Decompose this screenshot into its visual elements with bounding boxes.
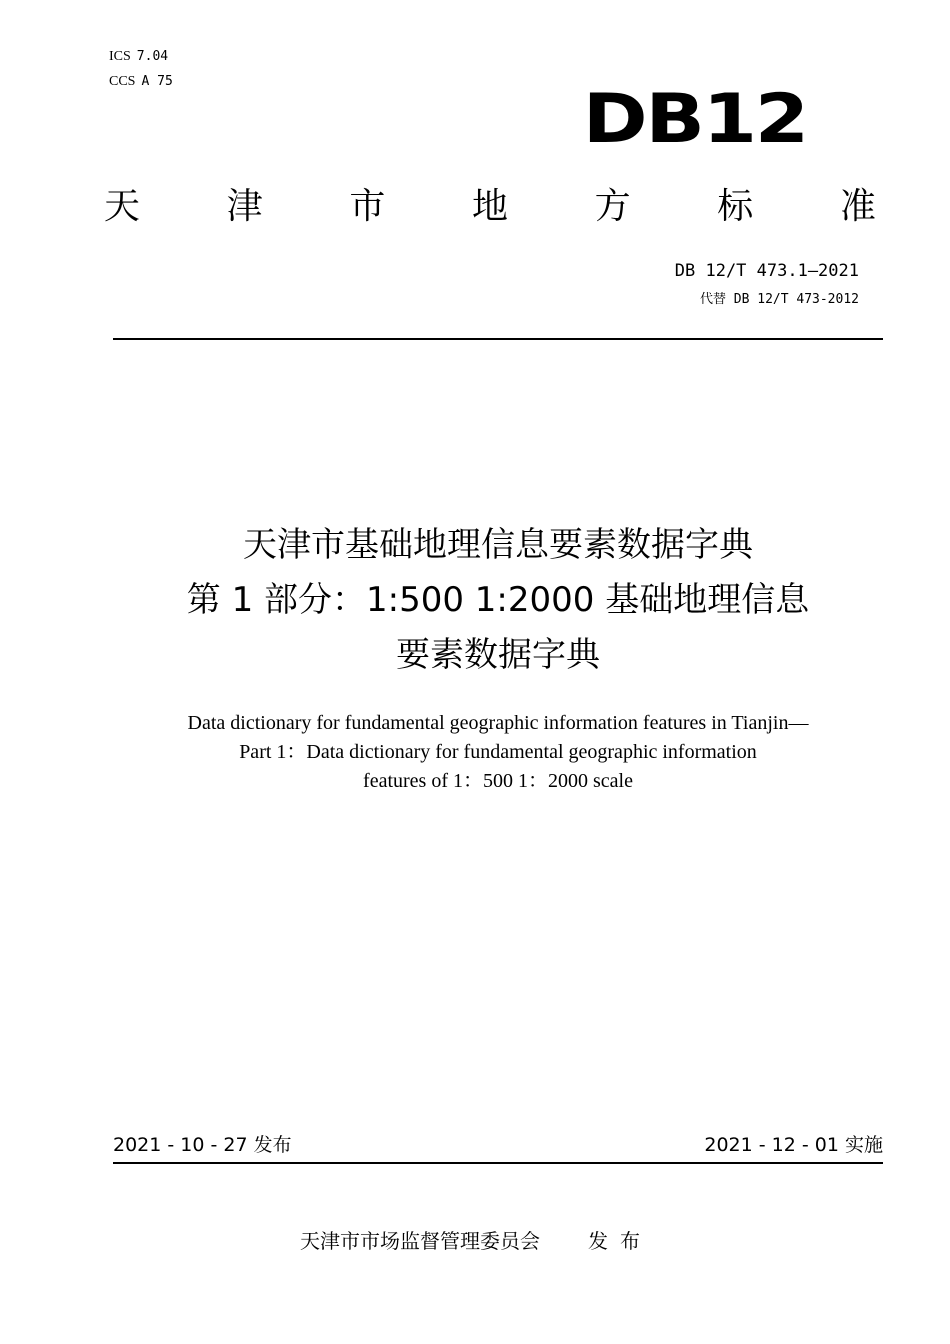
- top-divider: [113, 338, 883, 340]
- standard-type-char: 标: [717, 186, 754, 227]
- standard-number: DB 12/T 473.1—2021: [674, 261, 859, 281]
- chinese-title-line: 第 1 部分：1:500 1:2000 基础地理信息: [186, 580, 810, 620]
- publish-action: 发布: [588, 1229, 652, 1253]
- db12-logo: DB12: [582, 80, 807, 159]
- english-title-line: Part 1：Data dictionary for fundamental geographic information: [239, 741, 757, 763]
- standard-type-char: 天: [104, 186, 141, 227]
- english-title: [80, 709, 916, 796]
- ccs-value: A 75: [141, 74, 173, 89]
- chinese-title-line: 要素数据字典: [396, 635, 600, 675]
- standard-type-char: 方: [594, 186, 631, 227]
- ics-label: ICS: [109, 49, 131, 64]
- standard-type-char: 地: [471, 186, 508, 227]
- standard-type-char: 津: [226, 186, 263, 227]
- standard-type-char: 市: [349, 186, 386, 227]
- replaces-standard: 代替 DB 12/T 473-2012: [699, 292, 859, 307]
- ics-row: [109, 44, 173, 69]
- publisher: [300, 1226, 652, 1256]
- ccs-row: [109, 69, 173, 94]
- classification-codes: [109, 44, 173, 94]
- english-title-line: features of 1：500 1：2000 scale: [363, 770, 633, 792]
- ccs-label: CCS: [109, 74, 136, 89]
- publisher-name: 天津市市场监督管理委员会: [300, 1229, 540, 1253]
- chinese-title-line: 天津市基础地理信息要素数据字典: [243, 525, 753, 565]
- standard-type-char: 准: [839, 186, 876, 227]
- standard-type-heading: [104, 184, 876, 230]
- english-title-line: Data dictionary for fundamental geographic information features in Tianjin—: [187, 712, 809, 734]
- ics-value: 7.04: [136, 49, 169, 64]
- implementation-date: 2021 - 12 - 01 实施: [704, 1134, 883, 1156]
- bottom-divider: [113, 1162, 883, 1164]
- chinese-title: [80, 518, 916, 683]
- issue-date: 2021 - 10 - 27 发布: [113, 1134, 292, 1156]
